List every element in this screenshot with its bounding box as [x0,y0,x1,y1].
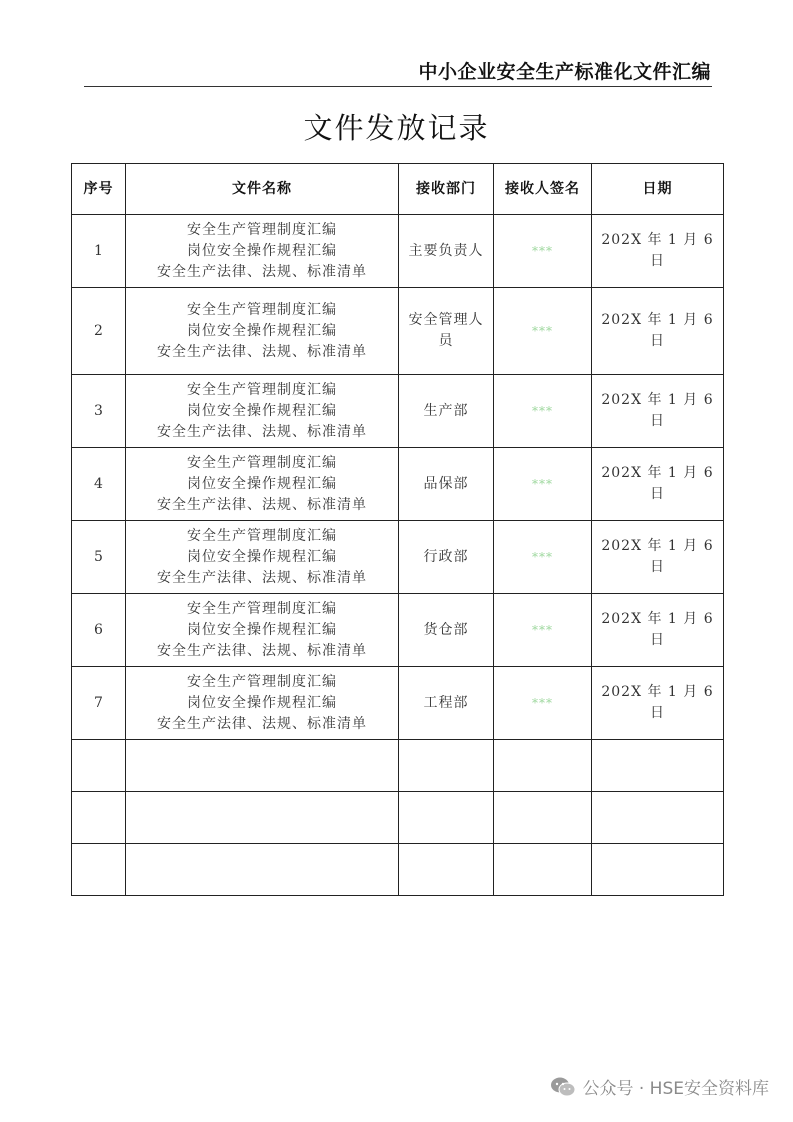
watermark [550,1074,769,1099]
receiving-dept: 工程部 [399,667,494,740]
row-number: 7 [72,667,126,740]
empty-cell [592,844,724,896]
doc-name: 安全生产管理制度汇编 [187,527,337,544]
row-number: 4 [72,448,126,521]
empty-cell [126,740,399,792]
table-row [72,594,724,667]
col-header-signature: 接收人签名 [494,164,592,215]
empty-cell [72,844,126,896]
receiving-dept: 主要负责人 [399,215,494,288]
col-header-date: 日期 [592,164,724,215]
receiver-signature: *** [532,243,553,258]
series-title: 中小企业安全生产标准化文件汇编 [418,61,711,83]
signature-cell [494,215,592,288]
doc-names-cell [126,594,399,667]
receiver-signature: *** [532,549,553,564]
doc-name: 安全生产法律、法规、标准清单 [157,343,367,360]
doc-names-cell [126,215,399,288]
signature-cell [494,448,592,521]
signature-cell [494,594,592,667]
issue-date: 202X 年 1 月 6 日 [592,375,724,448]
table-row [72,667,724,740]
receiving-dept: 安全管理人员 [399,288,494,375]
wechat-icon [550,1076,576,1098]
col-header-dept: 接收部门 [399,164,494,215]
doc-name: 安全生产法律、法规、标准清单 [157,642,367,659]
receiving-dept: 行政部 [399,521,494,594]
doc-names-cell [126,667,399,740]
doc-name: 岗位安全操作规程汇编 [187,242,337,259]
table-row [72,375,724,448]
issue-date: 202X 年 1 月 6 日 [592,288,724,375]
empty-cell [399,740,494,792]
empty-cell [592,792,724,844]
row-number: 2 [72,288,126,375]
empty-row [72,740,724,792]
doc-names-cell [126,448,399,521]
table-row [72,215,724,288]
row-number: 5 [72,521,126,594]
document-title: 文件发放记录 [303,111,490,145]
doc-name: 岗位安全操作规程汇编 [187,402,337,419]
header-rule [84,86,712,87]
table-body [72,215,724,896]
receiving-dept: 货仓部 [399,594,494,667]
empty-cell [494,844,592,896]
doc-name: 岗位安全操作规程汇编 [187,548,337,565]
doc-name: 安全生产管理制度汇编 [187,381,337,398]
signature-cell [494,667,592,740]
issue-date: 202X 年 1 月 6 日 [592,448,724,521]
table-row [72,521,724,594]
doc-names-cell [126,288,399,375]
issue-date: 202X 年 1 月 6 日 [592,521,724,594]
doc-name: 安全生产管理制度汇编 [187,454,337,471]
empty-cell [494,740,592,792]
empty-cell [72,792,126,844]
receiver-signature: *** [532,323,553,338]
signature-cell [494,521,592,594]
table-row [72,448,724,521]
issue-date: 202X 年 1 月 6 日 [592,667,724,740]
col-header-no: 序号 [72,164,126,215]
empty-cell [72,740,126,792]
doc-name: 安全生产管理制度汇编 [187,673,337,690]
empty-row [72,792,724,844]
row-number: 1 [72,215,126,288]
receiver-signature: *** [532,695,553,710]
empty-row [72,844,724,896]
doc-name: 安全生产法律、法规、标准清单 [157,569,367,586]
doc-name: 安全生产法律、法规、标准清单 [157,423,367,440]
empty-cell [126,792,399,844]
empty-cell [399,792,494,844]
col-header-doc-name: 文件名称 [126,164,399,215]
table-row [72,288,724,375]
watermark-text: 公众号 · HSE安全资料库 [582,1079,769,1099]
receiver-signature: *** [532,622,553,637]
doc-name: 安全生产法律、法规、标准清单 [157,715,367,732]
empty-cell [126,844,399,896]
doc-name: 安全生产管理制度汇编 [187,221,337,238]
empty-cell [592,740,724,792]
doc-name: 安全生产法律、法规、标准清单 [157,496,367,513]
issue-date: 202X 年 1 月 6 日 [592,594,724,667]
row-number: 6 [72,594,126,667]
empty-cell [399,844,494,896]
row-number: 3 [72,375,126,448]
receiver-signature: *** [532,476,553,491]
distribution-table [71,163,724,896]
signature-cell [494,288,592,375]
doc-name: 岗位安全操作规程汇编 [187,475,337,492]
receiving-dept: 生产部 [399,375,494,448]
doc-name: 安全生产管理制度汇编 [187,600,337,617]
doc-name: 安全生产管理制度汇编 [187,301,337,318]
table-header-row [72,164,724,215]
doc-names-cell [126,521,399,594]
empty-cell [494,792,592,844]
doc-name: 岗位安全操作规程汇编 [187,621,337,638]
doc-name: 岗位安全操作规程汇编 [187,694,337,711]
doc-name: 安全生产法律、法规、标准清单 [157,263,367,280]
receiving-dept: 品保部 [399,448,494,521]
doc-name: 岗位安全操作规程汇编 [187,322,337,339]
issue-date: 202X 年 1 月 6 日 [592,215,724,288]
doc-names-cell [126,375,399,448]
receiver-signature: *** [532,403,553,418]
signature-cell [494,375,592,448]
